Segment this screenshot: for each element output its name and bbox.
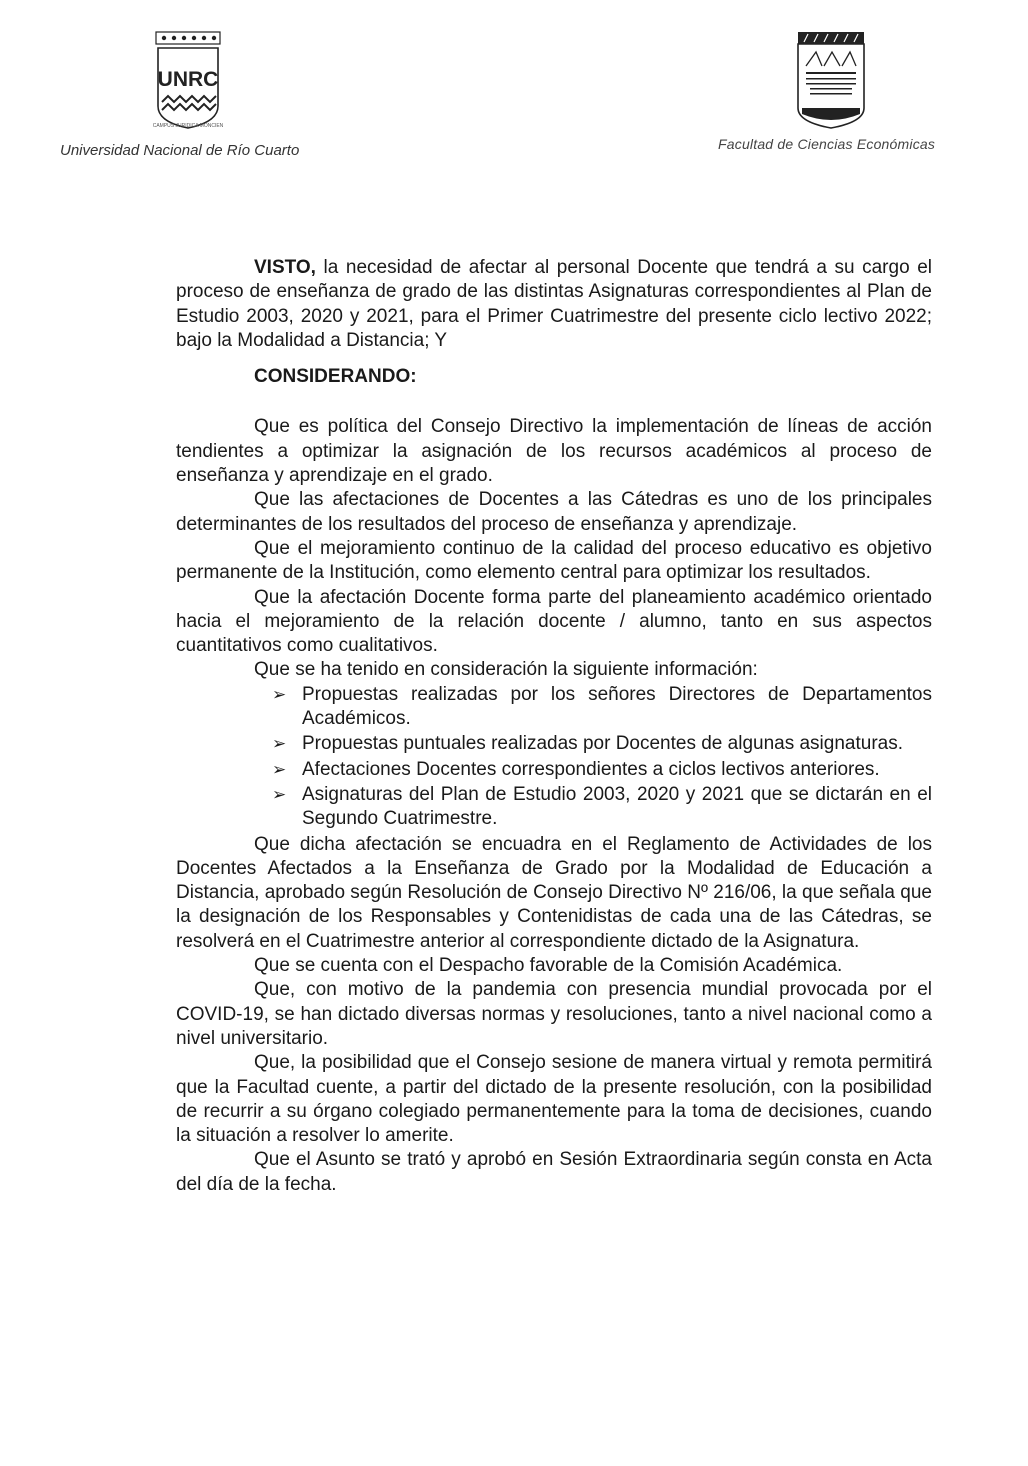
arrow-bullet-icon: ➢ <box>272 784 287 804</box>
paragraph: Que dicha afectación se encuadra en el Reglamento de Actividades de los Docentes Afectados a la Enseñanza de Grado por la Modalidad de Educación a Distancia, aprobado según Resolución de Consejo Directivo Nº 216/06, la que señala que la designación de los Responsables y Contenidistas de cada una de las Cátedras, se resolverá en el Cuatrimestre anterior al correspondiente dictado de la Asignatura. <box>176 833 932 952</box>
arrow-bullet-icon: ➢ <box>272 734 287 754</box>
list-item <box>272 732 932 756</box>
unrc-logo-caption: CAMPUS JURIDICA MONCIEN <box>152 123 224 129</box>
list-item-text: Propuestas realizadas por los señores Directores de Departamentos Académicos. <box>302 683 932 730</box>
visto-text: la necesidad de afectar al personal Docente que tendrá a su cargo el proceso de enseñanza de grado de las distintas Asignaturas correspondientes al Plan de Estudio 2003, 2020 y 2021, para el Primer Cuatrimestre del presente ciclo lectivo 2022; bajo la Modalidad a Distancia; Y <box>176 257 932 351</box>
information-list <box>176 683 932 832</box>
paragraph: Que, con motivo de la pandemia con presencia mundial provocada por el COVID-19, se han dictado diversas normas y resoluciones, tanto a nivel nacional como a nivel universitario. <box>176 979 932 1049</box>
considerando-heading: CONSIDERANDO: <box>254 366 417 388</box>
paragraph: Que se cuenta con el Despacho favorable de la Comisión Académica. <box>254 955 843 977</box>
unrc-logo <box>150 28 226 136</box>
visto-paragraph <box>176 256 932 353</box>
list-item <box>272 758 932 782</box>
list-item <box>272 783 932 832</box>
list-item-text: Asignaturas del Plan de Estudio 2003, 2020 y 2021 que se dictarán en el Segundo Cuatrimestre. <box>302 783 932 830</box>
paragraph: Que es política del Consejo Directivo la implementación de líneas de acción tendientes a optimizar la asignación de los recursos académicos al proceso de enseñanza y aprendizaje en el grado. <box>176 416 932 487</box>
university-name: Universidad Nacional de Río Cuarto <box>60 142 300 159</box>
paragraph: Que se ha tenido en consideración la siguiente información: <box>254 659 758 681</box>
document-body <box>176 256 932 1197</box>
arrow-bullet-icon: ➢ <box>272 759 287 779</box>
visto-label: VISTO, <box>254 257 316 278</box>
paragraph: Que el Asunto se trató y aprobó en Sesión Extraordinaria según consta en Acta del día de la fecha. <box>176 1149 932 1195</box>
faculty-name: Facultad de Ciencias Económicas <box>718 136 936 152</box>
paragraph: Que el mejoramiento continuo de la calidad del proceso educativo es objetivo permanente de la Institución, como elemento central para optimizar los resultados. <box>176 537 932 584</box>
list-item-text: Afectaciones Docentes correspondientes a ciclos lectivos anteriores. <box>302 758 880 780</box>
list-item <box>272 683 932 732</box>
list-item-text: Propuestas puntuales realizadas por Docentes de algunas asignaturas. <box>302 733 903 755</box>
arrow-bullet-icon: ➢ <box>272 684 287 704</box>
faculty-logo <box>796 30 866 130</box>
paragraph: Que las afectaciones de Docentes a las Cátedras es uno de los principales determinantes de los resultados del proceso de enseñanza y aprendizaje. <box>176 489 932 535</box>
svg-text:UNRC: UNRC <box>157 68 219 91</box>
paragraph: Que la afectación Docente forma parte del planeamiento académico orientado hacia el mejoramiento de la relación docente / alumno, tanto en sus aspectos cuantitativos como cualitativos. <box>176 586 932 657</box>
paragraph: Que, la posibilidad que el Consejo sesione de manera virtual y remota permitirá que la Facultad cuente, a partir del dictado de la presente resolución, con la posibilidad de recurrir a su órgano colegiado permanentemente para la toma de decisiones, cuando la situación a resolver lo amerite. <box>176 1052 932 1147</box>
